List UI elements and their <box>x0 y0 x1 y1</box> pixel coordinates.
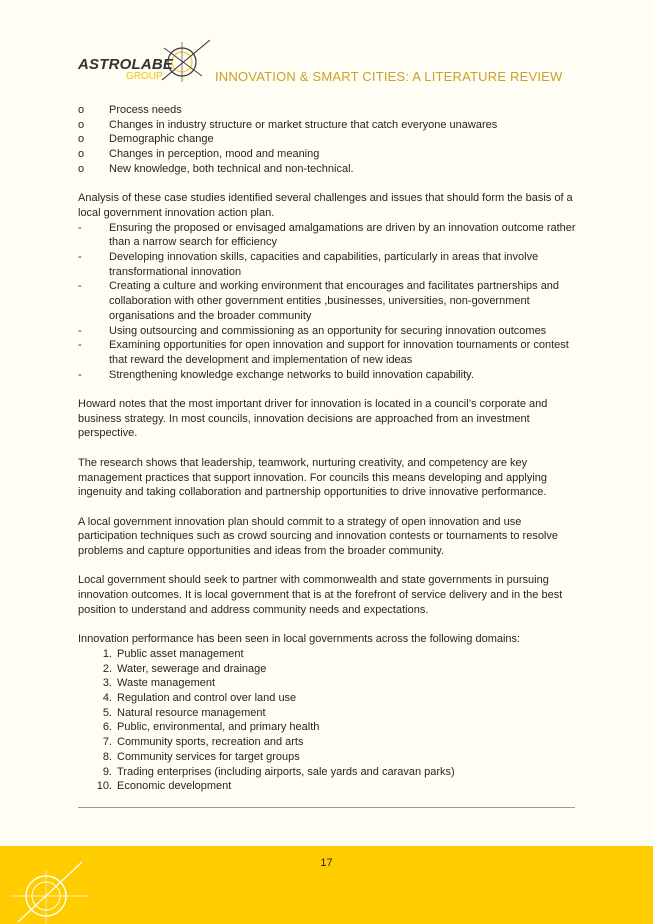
list-item: - Strengthening knowledge exchange networks to build innovation capability. <box>78 368 474 381</box>
dash-bullet: - <box>78 339 82 352</box>
list-number: 3. <box>102 677 112 690</box>
list-number: 2. <box>102 662 112 675</box>
domains-list <box>78 647 578 794</box>
list-item: 9. Trading enterprises (including airports, sale yards and caravan parks) <box>78 765 578 780</box>
list-item: 6. Public, environmental, and primary health <box>78 720 578 735</box>
paragraph-howard: Howard notes that the most important driver for innovation is located in a council’s corporate and business strategy. In most councils, innovation decisions are approached from an investment perspective. <box>78 398 548 440</box>
challenges-list <box>78 221 578 383</box>
list-item: - Developing innovation skills, capacities and capabilities, particularly in areas that involve transformational innovation <box>78 251 539 278</box>
list-item: 7. Community sports, recreation and arts <box>78 735 578 750</box>
logo-wordmark: ASTROLABE <box>78 56 174 73</box>
paragraph-research: The research shows that leadership, teamwork, nurturing creativity, and competency are key management practices that support innovation. For councils this means developing and applying ingenuity and taking collaboration and partnership opportunities to drive innovative performance. <box>78 456 547 499</box>
footer-divider <box>78 807 575 808</box>
document-title: INNOVATION & SMART CITIES: A LITERATURE REVIEW <box>215 69 563 84</box>
dash-bullet: - <box>78 280 82 293</box>
paragraph-domains: Innovation performance has been seen in local governments across the following domains: <box>78 633 521 646</box>
dash-bullet: - <box>78 368 82 381</box>
paragraph-partner: Local government should seek to partner with commonwealth and state governments in pursuing innovation outcomes. It is local government that is at the forefront of service delivery and in the best position to understand and address community needs and expectations. <box>78 574 563 616</box>
list-item: 4. Regulation and control over land use <box>78 691 578 706</box>
list-number: 7. <box>102 736 112 749</box>
page-body <box>78 103 578 794</box>
list-item: 5. Natural resource management <box>78 706 578 721</box>
list-item: 1. Public asset management <box>78 647 578 662</box>
circle-bullet: o <box>78 104 85 116</box>
dash-bullet: - <box>78 221 82 234</box>
astrolabe-logo <box>78 38 218 88</box>
circle-bullet: o <box>78 162 85 175</box>
list-number: 9. <box>102 765 112 778</box>
list-number: 1. <box>102 647 112 660</box>
list-number: 4. <box>102 692 112 705</box>
dash-bullet: - <box>78 324 82 337</box>
dash-bullet: - <box>78 251 82 264</box>
list-item: - Ensuring the proposed or envisaged amalgamations are driven by an innovation outcome rather than a narrow search for efficiency <box>78 221 576 249</box>
opportunity-sources-list <box>78 103 578 177</box>
paragraph-plan: A local government innovation plan should commit to a strategy of open innovation and use participation techniques such as crowd sourcing and innovation contests or tournaments to resolve problems and capture opportunities and ideas from the broader community. <box>78 515 558 558</box>
list-number: 5. <box>102 706 112 719</box>
astrolabe-compass-icon <box>10 856 90 924</box>
list-item: 8. Community services for target groups <box>78 750 578 765</box>
list-item: o Demographic change <box>78 133 214 146</box>
circle-bullet: o <box>78 118 85 131</box>
page-header <box>0 0 653 100</box>
list-item: 3. Waste management <box>78 676 578 691</box>
list-item: o Changes in industry structure or market structure that catch everyone unawares <box>78 118 498 131</box>
list-item: - Creating a culture and working environment that encourages and facilitates partnerships and collaboration with other government entities ,businesses, universities, non-government organisations and the broader community <box>78 280 560 322</box>
list-item: o Changes in perception, mood and meaning <box>78 148 320 161</box>
list-number: 10. <box>96 780 112 793</box>
page-footer <box>0 846 653 924</box>
list-item: - Examining opportunities for open innovation and support for innovation tournaments or contest that reward the development and implementation of new ideas <box>78 339 569 366</box>
circle-bullet: o <box>78 148 85 161</box>
list-item: 10. Economic development <box>78 779 578 794</box>
list-item: o Process needs <box>78 104 182 116</box>
page-number: 17 <box>320 857 333 869</box>
circle-bullet: o <box>78 133 85 146</box>
list-item: 2. Water, sewerage and drainage <box>78 662 578 677</box>
list-item: o New knowledge, both technical and non-technical. <box>78 162 354 175</box>
list-number: 8. <box>102 750 112 763</box>
list-item: - Using outsourcing and commissioning as an opportunity for securing innovation outcomes <box>78 324 547 337</box>
logo-subtitle: GROUP <box>126 71 163 82</box>
paragraph-analysis: Analysis of these case studies identified several challenges and issues that should form the basis of a local government innovation action plan. <box>78 192 573 219</box>
list-number: 6. <box>102 721 112 734</box>
